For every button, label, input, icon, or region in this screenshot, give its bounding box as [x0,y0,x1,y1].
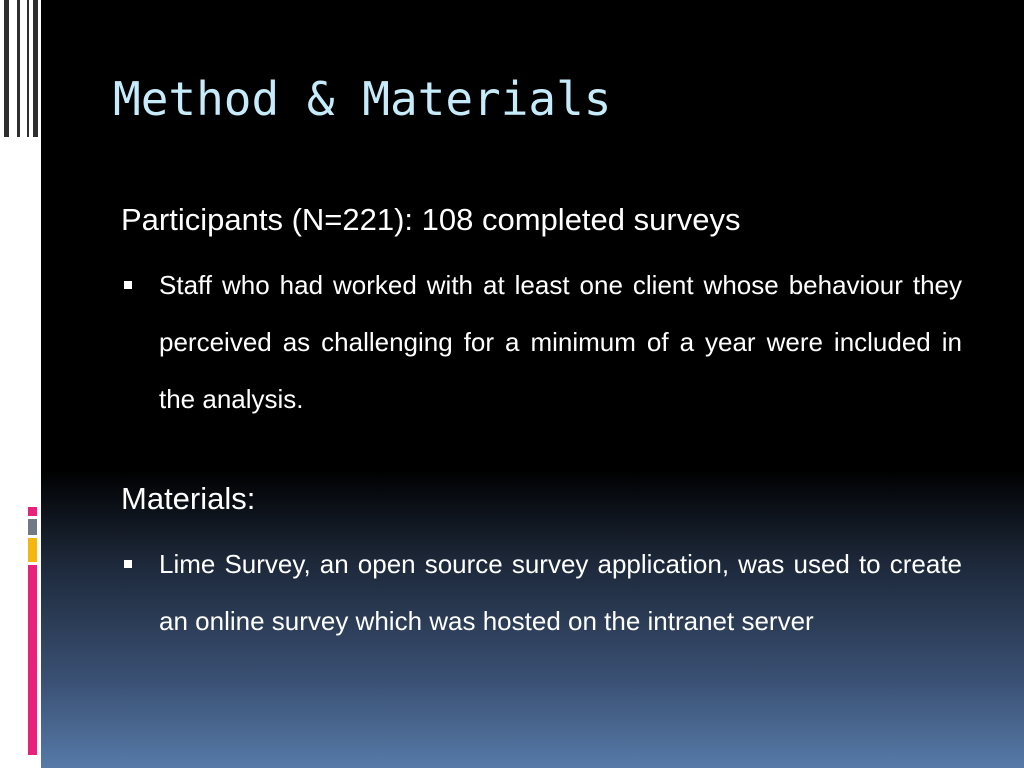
materials-bullet-text: Lime Survey, an open source survey application, was used to create an online survey which was hosted on the intranet server [159,549,962,636]
participants-heading: Participants (N=221): 108 completed surveys [121,202,741,237]
decorative-stripe [33,0,38,137]
materials-heading: Materials: [121,481,256,516]
bullet-square-icon [124,281,132,289]
accent-block-pink [28,507,37,516]
accent-block-gray [28,519,37,535]
decorative-stripe [27,0,29,137]
slide-title: Method & Materials [113,72,612,126]
left-margin-panel [0,0,41,768]
accent-block-gold [28,538,37,562]
bullet-square-icon [124,560,132,568]
decorative-stripe [17,0,20,137]
accent-bar-pink [28,565,37,755]
decorative-stripe [4,0,9,137]
participants-bullet-text: Staff who had worked with at least one client whose behaviour they perceived as challenging for a minimum of a year were included in the analysis. [159,270,962,414]
